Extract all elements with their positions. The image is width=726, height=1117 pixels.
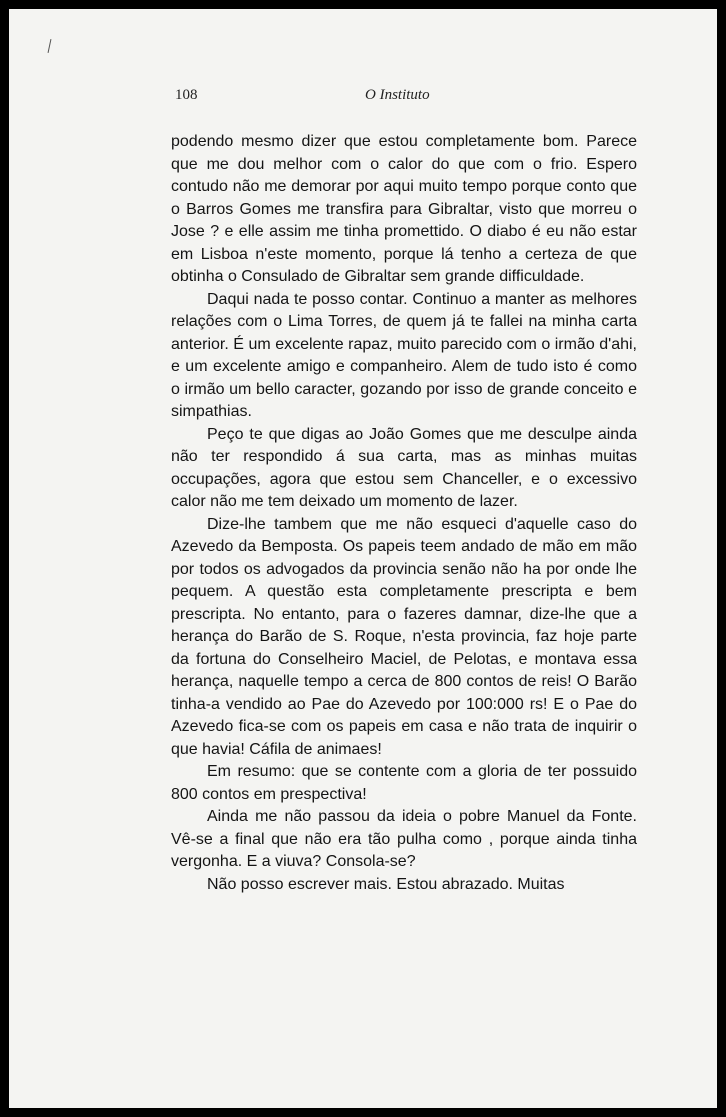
- book-page: [9, 9, 717, 1108]
- paragraph: Daqui nada te posso contar. Continuo a manter as melhores relações com o Lima Torres, de quem já te fallei na minha carta anterior. É um excelente rapaz, muito parecido com o irmão d'ahi, e um excelente amigo e companheiro. Alem de tudo isto é como o irmão um bello caracter, gozando por isso de grande conceito e simpathias.: [171, 290, 637, 420]
- paragraph: Peço te que digas ao João Gomes que me desculpe ainda não ter respondido á sua carta, mas as minhas muitas occupações, agora que estou sem Chanceller, e o excessivo calor não me tem deixado um momento de lazer.: [171, 425, 637, 510]
- paragraph: Ainda me não passou da ideia o pobre Manuel da Fonte. Vê-se a final que não era tão pulha como , porque ainda tinha vergonha. E a viuva? Consola-se?: [171, 808, 637, 870]
- paragraph: podendo mesmo dizer que estou completamente bom. Parece que me dou melhor com o calor do que com o frio. Espero contudo não me demorar por aqui muito tempo porque conto que o Barros Gomes me transfira para Gibraltar, visto que morreu o Jose ? e elle assim me tinha promettido. O diabo é eu não estar em Lisboa n'este momento, porque lá tenho a certeza de que obtinha o Consulado de Gibraltar sem grande difficuldade.: [171, 133, 637, 285]
- paragraph: Dize-lhe tambem que me não esqueci d'aquelle caso do Azevedo da Bemposta. Os papeis teem andado de mão em mão por todos os advogados da provincia senão não ha por onde lhe pequem. A questão esta completamente prescripta e bem prescripta. No entanto, para o fazeres damnar, dize-lhe que a herança do Barão de S. Roque, n'esta provincia, faz hoje parte da fortuna do Conselheiro Maciel, de Pelotas, e montava essa herança, naquelle tempo a cerca de 800 contos de reis! O Barão tinha-a vendido ao Pae do Azevedo por 100:000 rs! E o Pae do Azevedo fica-se com os papeis em casa e não trata de inquirir o que havia! Cáfila de animaes!: [171, 515, 637, 758]
- page-header: [169, 87, 639, 107]
- running-title: O Instituto: [365, 87, 430, 103]
- pencil-mark: [48, 39, 52, 53]
- paragraph: Não posso escrever mais. Estou abrazado. Muitas: [207, 875, 565, 893]
- page-number: 108: [175, 87, 198, 103]
- paragraph: Em resumo: que se contente com a gloria de ter possuido 800 contos em prespectiva!: [171, 763, 637, 803]
- body-text: [171, 131, 637, 896]
